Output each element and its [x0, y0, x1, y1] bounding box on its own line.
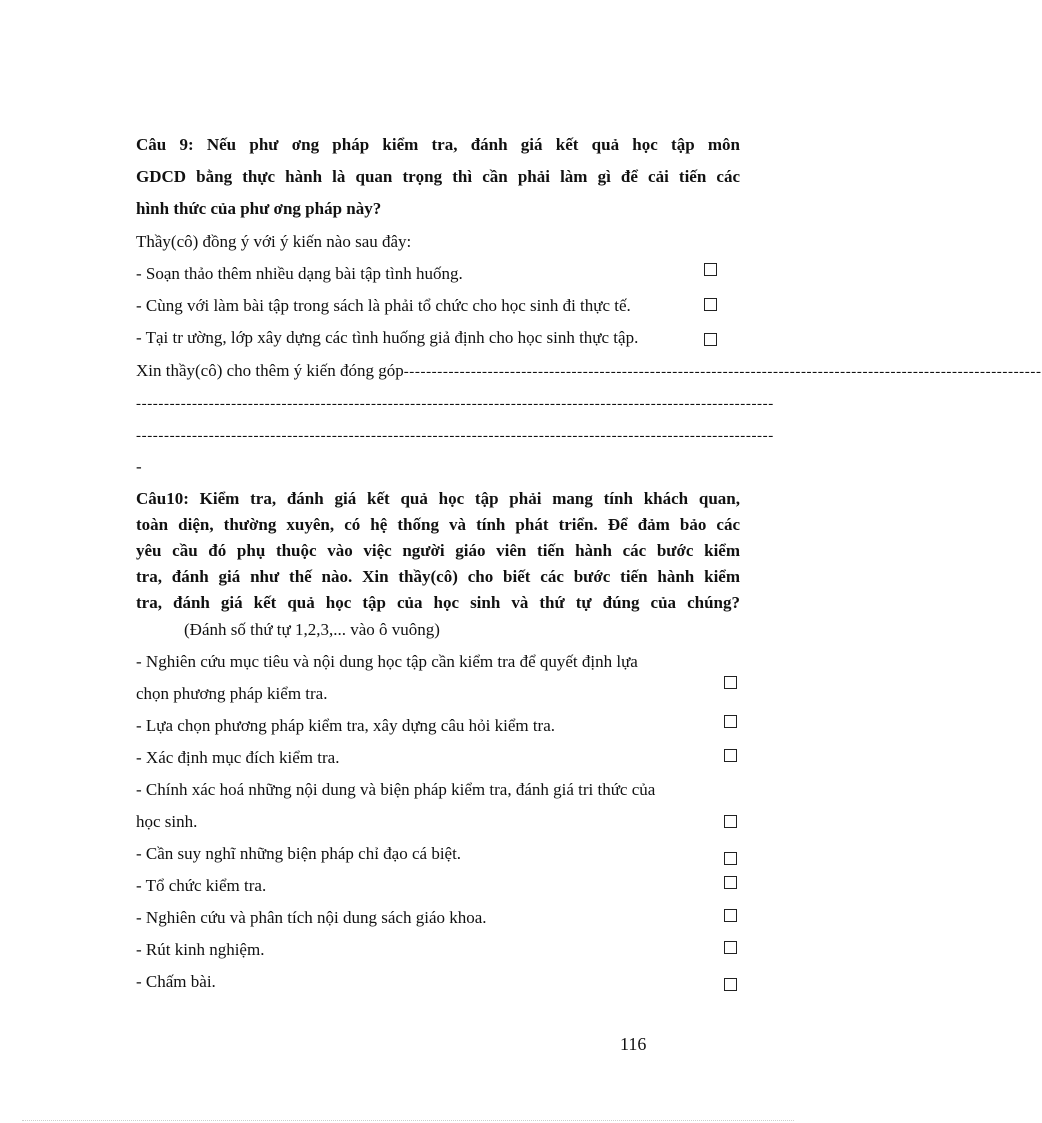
q10-step-7: - Nghiên cứu và phân tích nội dung sách giáo khoa.	[136, 908, 487, 927]
q10-step-9-checkbox[interactable]	[724, 978, 737, 991]
q10-step-8-checkbox[interactable]	[724, 941, 737, 954]
q9-prompt: Thầy(cô) đồng ý với ý kiến nào sau đây:	[136, 232, 412, 251]
q10-step-7-checkbox[interactable]	[724, 909, 737, 922]
q10-step-3-checkbox[interactable]	[724, 749, 737, 762]
q10-step-9: - Chấm bài.	[136, 972, 216, 991]
q9-feedback-dashes: ------------------------------------------------------------------------------------------------------------------	[403, 364, 1042, 380]
q9-option-3: - Tại tr ường, lớp xây dựng các tình huống giả định cho học sinh thực tập.	[136, 328, 639, 347]
q10-step-6: - Tổ chức kiểm tra.	[136, 876, 267, 895]
q9-feedback-dash-line-2[interactable]: ------------------------------------------------------------------------------------------------------------------	[136, 428, 774, 444]
q9-trailing-dash: -	[136, 457, 142, 476]
q10-step-4-line-1: - Chính xác hoá những nội dung và biện pháp kiểm tra, đánh giá tri thức của	[136, 780, 656, 799]
q10-step-5-checkbox[interactable]	[724, 852, 737, 865]
q9-title-line-2: GDCD bằng thực hành là quan trọng thì cần phải làm gì để cải tiến các	[136, 167, 740, 186]
q10-title-line-3: yêu cầu đó phụ thuộc vào việc người giáo viên tiến hành các bước kiểm	[136, 541, 740, 560]
q9-option-1: - Soạn thảo thêm nhiều dạng bài tập tình huống.	[136, 264, 463, 283]
q10-step-5: - Cần suy nghĩ những biện pháp chỉ đạo cá biệt.	[136, 844, 462, 863]
q10-title-line-5: tra, đánh giá kết quả học tập của học sinh và thứ tự đúng của chúng?	[136, 593, 740, 612]
q10-step-3: - Xác định mục đích kiểm tra.	[136, 748, 340, 767]
q10-title-line-1: Câu10: Kiểm tra, đánh giá kết quả học tập phải mang tính khách quan,	[136, 489, 740, 508]
q9-option-2-checkbox[interactable]	[704, 298, 717, 311]
q10-step-1-checkbox[interactable]	[724, 676, 737, 689]
q10-step-6-checkbox[interactable]	[724, 876, 737, 889]
q10-title-line-2: toàn diện, thường xuyên, có hệ thống và tính phát triển. Để đảm bảo các	[136, 515, 740, 534]
page-number: 116	[620, 1034, 647, 1054]
q9-option-3-checkbox[interactable]	[704, 333, 717, 346]
q10-step-8: - Rút kinh nghiệm.	[136, 940, 265, 959]
q9-option-1-checkbox[interactable]	[704, 263, 717, 276]
q9-title-line-3: hình thức của phư ơng pháp này?	[136, 199, 382, 218]
q10-step-1-line-2: chọn phương pháp kiểm tra.	[136, 684, 328, 703]
q10-step-4-checkbox[interactable]	[724, 815, 737, 828]
q9-feedback-line	[136, 360, 1042, 383]
q10-instruction: (Đánh số thứ tự 1,2,3,... vào ô vuông)	[184, 620, 440, 639]
q9-title-line-1: Câu 9: Nếu phư ơng pháp kiểm tra, đánh giá kết quả học tập môn	[136, 135, 740, 154]
q9-feedback-label: Xin thầy(cô) cho thêm ý kiến đóng góp	[136, 361, 404, 380]
q10-step-2-checkbox[interactable]	[724, 715, 737, 728]
q10-step-1-line-1: - Nghiên cứu mục tiêu và nội dung học tập cần kiểm tra để quyết định lựa	[136, 652, 638, 671]
q10-title-line-4: tra, đánh giá như thế nào. Xin thầy(cô) cho biết các bước tiến hành kiểm	[136, 567, 740, 586]
q9-feedback-dash-line-1[interactable]: ------------------------------------------------------------------------------------------------------------------	[136, 396, 774, 412]
q10-step-4-line-2: học sinh.	[136, 812, 198, 831]
page-bottom-divider	[22, 1120, 794, 1121]
q10-step-2: - Lựa chọn phương pháp kiểm tra, xây dựng câu hỏi kiểm tra.	[136, 716, 556, 735]
q9-option-2: - Cùng với làm bài tập trong sách là phải tổ chức cho học sinh đi thực tế.	[136, 296, 631, 315]
